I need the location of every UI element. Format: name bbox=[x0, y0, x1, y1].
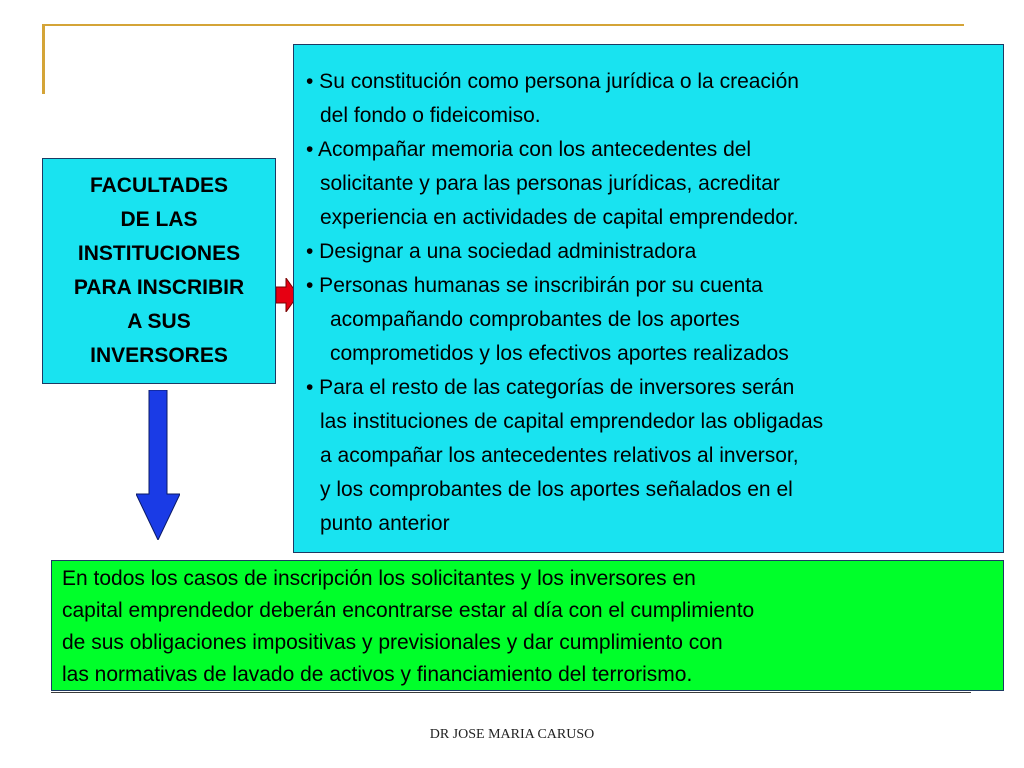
requisito-bullet: • Designar a una sociedad administradora bbox=[306, 240, 697, 263]
footer-author: DR JOSE MARIA CARUSO bbox=[429, 727, 595, 742]
requisito-bullet: • Su constitución como persona jurídica o la creación bbox=[306, 70, 799, 93]
requisito-continuation: acompañando comprobantes de los aportes bbox=[330, 308, 740, 331]
down-arrow-shape bbox=[136, 390, 180, 540]
decorative-top-rule bbox=[42, 24, 964, 26]
conclusion-line: capital emprendedor deberán encontrarse estar al día con el cumplimiento bbox=[62, 599, 755, 622]
decorative-left-rule bbox=[42, 24, 45, 94]
footer-divider bbox=[51, 692, 971, 693]
requisitos-box bbox=[293, 44, 1004, 553]
requisito-continuation: comprometidos y los efectivos aportes realizados bbox=[330, 342, 789, 365]
facultades-line: DE LAS bbox=[120, 208, 198, 231]
conclusion-box bbox=[51, 560, 1004, 691]
conclusion-line: las normativas de lavado de activos y financiamiento del terrorismo. bbox=[62, 663, 693, 686]
requisito-bullet: • Personas humanas se inscribirán por su cuenta bbox=[306, 274, 763, 297]
requisito-continuation: y los comprobantes de los aportes señalados en el bbox=[320, 478, 793, 501]
requisitos-list bbox=[294, 45, 1003, 541]
requisito-continuation: del fondo o fideicomiso. bbox=[320, 104, 541, 127]
requisito-continuation: punto anterior bbox=[320, 512, 450, 535]
requisito-continuation: las instituciones de capital emprendedor las obligadas bbox=[320, 410, 824, 433]
facultades-line: A SUS bbox=[127, 310, 191, 333]
requisito-continuation: solicitante y para las personas jurídicas, acreditar bbox=[320, 172, 780, 195]
requisito-bullet: • Para el resto de las categorías de inversores serán bbox=[306, 376, 795, 399]
facultades-line: PARA INSCRIBIR bbox=[73, 276, 245, 299]
facultades-box bbox=[42, 158, 276, 384]
facultades-line: FACULTADES bbox=[89, 174, 229, 197]
requisito-continuation: experiencia en actividades de capital emprendedor. bbox=[320, 206, 799, 229]
conclusion-line: En todos los casos de inscripción los solicitantes y los inversores en bbox=[62, 567, 696, 590]
requisito-continuation: a acompañar los antecedentes relativos al inversor, bbox=[320, 444, 799, 467]
down-arrow-icon bbox=[136, 390, 180, 540]
facultades-line: INVERSORES bbox=[90, 344, 228, 367]
requisito-bullet: • Acompañar memoria con los antecedentes del bbox=[306, 138, 752, 161]
facultades-line: INSTITUCIONES bbox=[77, 242, 241, 265]
facultades-title bbox=[74, 169, 244, 373]
conclusion-text bbox=[52, 561, 1003, 691]
conclusion-line: de sus obligaciones impositivas y previsionales y dar cumplimiento con bbox=[62, 631, 723, 654]
